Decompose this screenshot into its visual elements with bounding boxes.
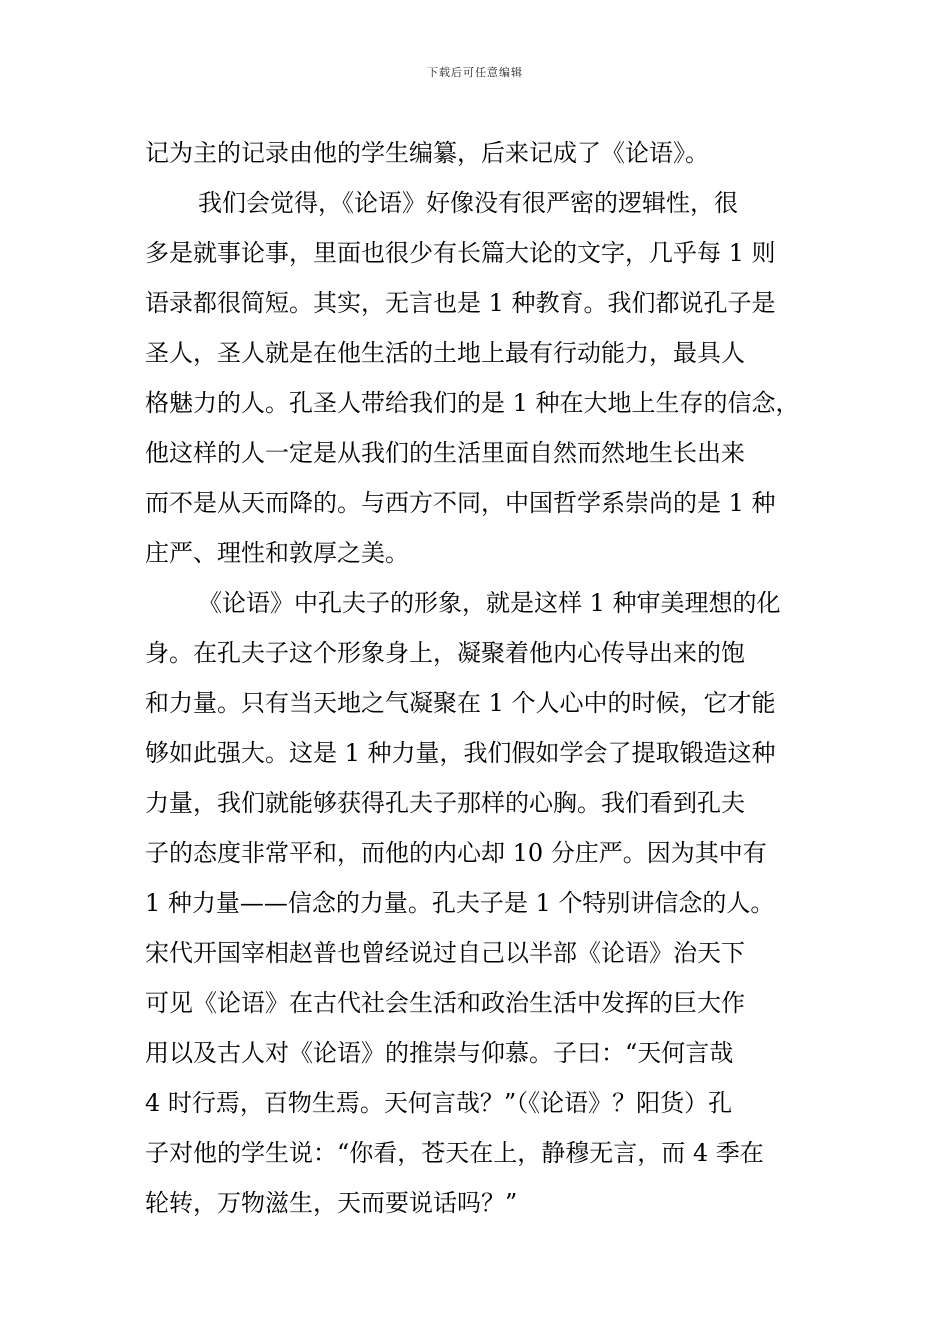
text-line: 多是就事论事，里面也很少有长篇大论的文字，几乎每 1 则 bbox=[145, 239, 776, 267]
text-line: 轮转，万物滋生，天而要说话吗？” bbox=[145, 1189, 518, 1217]
text-line: 子的态度非常平和，而他的内心却 10 分庄严。因为其中有 bbox=[145, 839, 767, 867]
text-line: 子对他的学生说：“你看，苍天在上，静穆无言，而 4 季在 bbox=[145, 1139, 764, 1167]
text-line: 《论语》中孔夫子的形象，就是这样 1 种审美理想的化 bbox=[198, 589, 781, 617]
text-line: 和力量。只有当天地之气凝聚在 1 个人心中的时候，它才能 bbox=[145, 689, 776, 717]
page-header: 下载后可任意编辑 bbox=[427, 66, 523, 79]
text-line: 圣人，圣人就是在他生活的土地上最有行动能力，最具人 bbox=[145, 339, 745, 367]
text-line: 可见《论语》在古代社会生活和政治生活中发挥的巨大作 bbox=[145, 989, 745, 1017]
text-line: 身。在孔夫子这个形象身上，凝聚着他内心传导出来的饱 bbox=[145, 639, 745, 667]
text-line: 语录都很简短。其实，无言也是 1 种教育。我们都说孔子是 bbox=[145, 289, 776, 317]
text-line: 4 时行焉，百物生焉。天何言哉？”（《论语》？阳货）孔 bbox=[145, 1089, 733, 1117]
text-line: 他这样的人一定是从我们的生活里面自然而然地生长出来 bbox=[145, 439, 745, 467]
body-text bbox=[145, 128, 810, 1228]
text-line: 我们会觉得，《论语》好像没有很严密的逻辑性，很 bbox=[198, 189, 738, 217]
text-line: 格魅力的人。孔圣人带给我们的是 1 种在大地上生存的信念， bbox=[145, 389, 800, 417]
text-line: 宋代开国宰相赵普也曾经说过自己以半部《论语》治天下 bbox=[145, 939, 745, 967]
text-line: 1 种力量——信念的力量。孔夫子是 1 个特别讲信念的人。 bbox=[145, 889, 775, 917]
text-line: 而不是从天而降的。与西方不同，中国哲学系崇尚的是 1 种 bbox=[145, 489, 776, 517]
text-line: 够如此强大。这是 1 种力量，我们假如学会了提取锻造这种 bbox=[145, 739, 776, 767]
text-line: 力量，我们就能够获得孔夫子那样的心胸。我们看到孔夫 bbox=[145, 789, 745, 817]
text-line: 用以及古人对《论语》的推崇与仰慕。子曰：“天何言哉 bbox=[145, 1039, 734, 1067]
text-line: 记为主的记录由他的学生编纂，后来记成了《论语》。 bbox=[145, 139, 709, 167]
text-line: 庄严、理性和敦厚之美。 bbox=[145, 539, 409, 567]
